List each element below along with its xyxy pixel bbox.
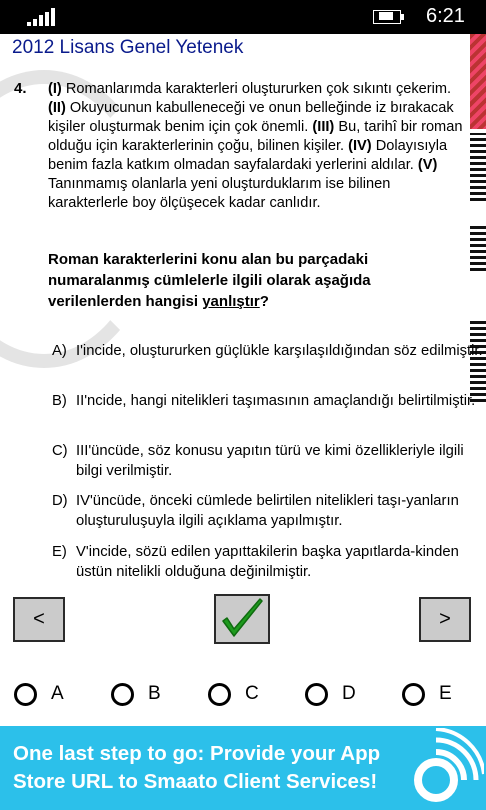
- option-text: I'incide, oluştururken güçlükle karşılaşıldığından söz edilmiştir.: [76, 343, 483, 359]
- radio-circle-icon: [14, 683, 37, 706]
- radio-label: E: [439, 683, 452, 704]
- answer-radio-d[interactable]: [305, 679, 356, 709]
- battery-charging-icon: [373, 10, 405, 24]
- checkmark-icon: [216, 596, 268, 642]
- previous-label: <: [33, 608, 45, 630]
- ad-banner[interactable]: [0, 726, 486, 810]
- option-letter: C): [52, 443, 68, 459]
- question-number: 4.: [14, 80, 27, 97]
- radio-circle-icon: [305, 683, 328, 706]
- edge-artifact: [470, 133, 486, 201]
- status-bar: [0, 0, 486, 34]
- question-stem: (I) Romanlarımda karakterleri oluştururken çok sıkıntı çekerim. (II) Okuyucunun kabulleneceği ve onun belleğinde iz bırakacak kişiler oluşturmak benim için çok önemli. (III) Bu, tarihî bir roman olduğu için karakterlerinin çoğu, bilinen kişiler. (IV) Dolayısıyla benim fazla katkım olmadan sayfalardaki yerlerini aldılar. (V) Tanınmamış olanlarla yeni oluşturduklarım ise bilinen karakterlerle boy ölçüşecek kadar canlıdır.: [48, 81, 463, 211]
- edge-artifact: [470, 225, 486, 271]
- radio-circle-icon: [111, 683, 134, 706]
- smaato-logo-icon: [398, 728, 484, 810]
- option-letter: E): [52, 544, 67, 560]
- edge-artifact: [470, 34, 486, 129]
- signal-strength-icon: [27, 8, 57, 26]
- radio-label: B: [148, 683, 161, 704]
- check-answer-button[interactable]: [214, 594, 270, 644]
- answer-radio-a[interactable]: [14, 679, 64, 709]
- answer-radio-e[interactable]: [402, 679, 452, 709]
- status-time: 6:21: [426, 5, 465, 27]
- option-letter: D): [52, 493, 68, 509]
- option-text: V'incide, sözü edilen yapıttakilerin başka yapıtlarda-kinden üstün nitelikli olduğuna değinilmiştir.: [76, 544, 459, 580]
- option-text: IV'üncüde, önceki cümlede belirtilen nitelikleri taşı-yanların oluşturuluşuyla ilgili açıklama yapılmıştır.: [76, 493, 459, 529]
- question-prompt: Roman karakterlerini konu alan bu parçadaki numaralanmış cümlelerle ilgili olarak aşağıda verilenlerden hangisi yanlıştır?: [48, 251, 371, 310]
- app-title: 2012 Lisans Genel Yetenek: [12, 37, 244, 58]
- radio-circle-icon: [402, 683, 425, 706]
- next-question-button[interactable]: [419, 597, 471, 642]
- previous-question-button[interactable]: [13, 597, 65, 642]
- option-text: III'üncüde, söz konusu yapıtın türü ve kimi özellikleriyle ilgili bilgi verilmiştir.: [76, 443, 464, 479]
- radio-label: D: [342, 683, 356, 704]
- option-letter: A): [52, 343, 67, 359]
- ad-text: One last step to go: Provide your App Store URL to Smaato Client Services!: [13, 742, 381, 793]
- radio-label: C: [245, 683, 259, 704]
- radio-label: A: [51, 683, 64, 704]
- radio-circle-icon: [208, 683, 231, 706]
- option-text: II'ncide, hangi nitelikleri taşımasının amaçlandığı belirtilmiştir.: [76, 393, 476, 409]
- answer-radio-b[interactable]: [111, 679, 161, 709]
- next-label: >: [439, 608, 451, 630]
- option-letter: B): [52, 393, 67, 409]
- answer-radio-c[interactable]: [208, 679, 259, 709]
